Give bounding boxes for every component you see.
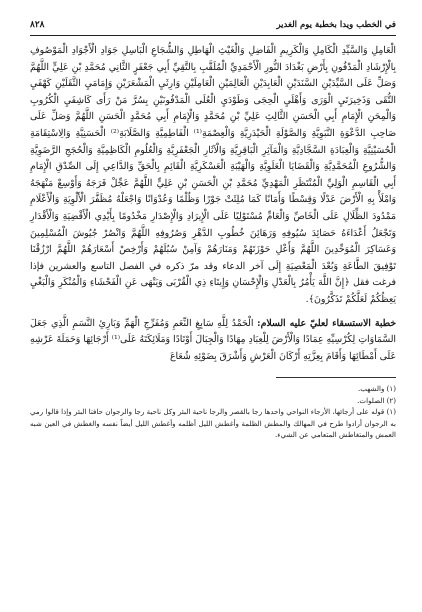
page-number: ٨٢٨ — [30, 20, 45, 30]
main-text — [30, 43, 396, 365]
footnote-rule — [276, 377, 396, 378]
paragraph-istisqa-sermon — [30, 316, 396, 366]
running-head-title: في الخطب ويدا بخطبة يوم الغدير — [276, 20, 396, 30]
sermon-text: الْحَمْدُ لِلَّهِ سَابِغِ النِّعَمِ وَمُفَرِّجِ الْهَمِّ وَبَارِئِ النَّسَمِ الَّذِي جَعَلَ السَّمَاوَاتِ لِكُرْسِيِّهِ عِمَادًا وَالْأَرْضَ لِلْعِبَادِ مِهَادًا وَالْجِبَالَ أَوْتَادًا وَمَلَائِكَتَهُ عَلَى⁽¹⁾ أَرْجَائِهَا وَحَمَلَةَ عَرْشِهِ عَلَى أَمْطَائِهَا وَأَقَامَ بِعِزَّتِهِ أَرْكَانَ الْعَرْشِ وَأَشْرَقَ بِضَوْئِهِ شُعَاعَ — [30, 317, 396, 362]
running-head — [30, 18, 396, 32]
footnotes — [30, 383, 396, 441]
header-rule — [30, 35, 396, 36]
paragraph-prayer: الْعَامِلِ وَالسَّيِّدِ الْكَامِلِ وَالْكَرِيمِ الْفَاضِلِ وَالْغَيْثِ الْهَاطِلِ وَالشُّجَاعِ الْبَاسِلِ جَوَادِ الْأَجْوَادِ الْمَوْصُوفِ بِالْإِرْشَادِ الْمَدْفُونِ بِأَرْضِ بَغْدَادَ النُّورِ الْأَحْمَدِيِّ الْمُلَقَّبِ بِالتَّقِيِّ أَبِي جَعْفَرٍ الثَّانِي مُحَمَّدِ بْنِ عَلِيٍّ اللَّهُمَّ وَصَلِّ عَلَى السَّيِّدَيْنِ السَّنَدَيْنِ الْعَابِدَيْنِ الْعَالِمَيْنِ الْعَامِلَيْنِ وَارِثَيِ الْمَشْعَرَيْنِ وَإِمَامَيِ الثَّقَلَيْنِ كَهْفَيِ التُّقَى وَذَخِيرَتَيِ الْوَرَى وَأَهْلَيِ الْحِجَى وَطَوْدَيِ الْعُلَى الْمَدْفُونَيْنِ بِسُرَّ مَنْ رَأَى كَاشِفَيِ الْكُرُوبِ وَالْمِحَنِ الْإِمَامِ أَبِي الْحَسَنِ الثَّالِثِ عَلِيِّ بْنِ مُحَمَّدٍ وَالْإِمَامِ أَبِي مُحَمَّدٍ الْحَسَنِ اللَّهُمَّ وَصَلِّ عَلَى صَاحِبِ الدَّعْوَةِ النَّبَوِيَّةِ وَالصَّوْلَةِ الْحَيْدَرِيَّةِ وَالْعِصْمَةِ⁽¹⁾ الْفَاطِمِيَّةِ وَالصَّلَابَةِ⁽²⁾ الْحَسَنِيَّةِ وَالِاسْتِقَامَةِ الْحُسَيْنِيَّةِ وَالْعِبَادَةِ السَّجَّادِيَّةِ وَالْمَآثِرِ الْبَاقِرِيَّةِ وَالْآثَارِ الْجَعْفَرِيَّةِ وَالْعُلُومِ الْكَاظِمِيَّةِ وَالْحُجَجِ الرَّضَوِيَّةِ وَالشُّرُوعِ الْمُحَمَّدِيَّةِ وَالْقَضَايَا الْعَلَوِيَّةِ وَالْهَيْبَةِ الْعَسْكَرِيَّةِ الْقَائِمِ بِالْحَقِّ وَالدَّاعِي إِلَى الصِّدْقِ الْإِمَامِ أَبِي الْقَاسِمِ الْوَلِيِّ الْمُنْتَظَرِ الْمَهْدِيِّ مُحَمَّدِ بْنِ الْحَسَنِ بْنِ عَلِيٍّ اللَّهُمَّ عَجِّلْ فَرَجَهُ وَأَوْسِعْ مَنْهَجَهُ وَامْلَأْ بِهِ الْأَرْضَ عَدْلًا وَقِسْطًا وَأَمَانًا كَمَا مُلِئَتْ جَوْرًا وَظُلْمًا وَعُدْوَانًا وَاجْعَلْهُ مُظَفَّرَ الْأَلْوِيَةِ وَالْأَعْلَامِ مَمْدُودَ الظِّلَالِ عَلَى الْخَاصِّ وَالْعَامِّ مُسْتَوْلِيًا عَلَى الْإِيرَادِ وَالْإِصْدَارِ مَخْدُومًا بِأَيْدِي الْأَقْضِيَةِ وَالْأَقْدَارِ وَتَجْعَلُ أَعْدَاءَهُ حَصَائِدَ سُيُوفِهِ وَرَهَائِنَ خُطُوبِ الدَّهْرِ وَصُرُوفِهِ اللَّهُمَّ وَانْصُرْ جُيُوشَ الْمُسْلِمِينَ وَعَسَاكِرَ الْمُوَحِّدِينَ اللَّهُمَّ وَأَعْلِ حَوْزَتَهُمْ وَمَنَارَهُمْ وَآمِنْ سُبُلَهُمْ وَأَرْخِصْ أَسْعَارَهُمْ اللَّهُمَّ ارْزُقْنَا تَوْفِيقَ الطَّاعَةِ وَبُعْدَ الْمَعْصِيَةِ إِلَى آخر الدعاء وقد مرّ ذكره في الفصل التاسع والعشرين فإذا فرغت فقل ﴿إِنَّ اللَّهَ يَأْمُرُ بِالْعَدْلِ وَالْإِحْسَانِ وَإِيتَاءِ ذِي الْقُرْبَى وَيَنْهَى عَنِ الْفَحْشَاءِ وَالْمُنْكَرِ وَالْبَغْيِ يَعِظُكُمْ لَعَلَّكُمْ تَذَكَّرُونَ﴾. — [30, 45, 396, 305]
section-lead: خطبة الاستسقاء لعليّ عليه السلام: — [257, 317, 396, 329]
footnote-item: (١) قوله على أرجائها، الأرجاء النواحي واحدها رجا بالقصر والرجا ناحية البئر وكل ناحية رجا والرجوان حافتا البئر وإذا قالوا رمي به الرجوان أرادوا طرح في المهالك والمطش الظلمة وأغطش الليل أظلمه وأغطش الليل أيضاً نفسه والغطش في العين شبه العمش والمتغاطش المتعامي عن الشيء. — [30, 407, 396, 440]
footnote-item: (٢) الصلوات. — [357, 395, 396, 405]
book-page — [30, 18, 396, 598]
footnote-item: (١) والشهب. — [358, 384, 396, 394]
